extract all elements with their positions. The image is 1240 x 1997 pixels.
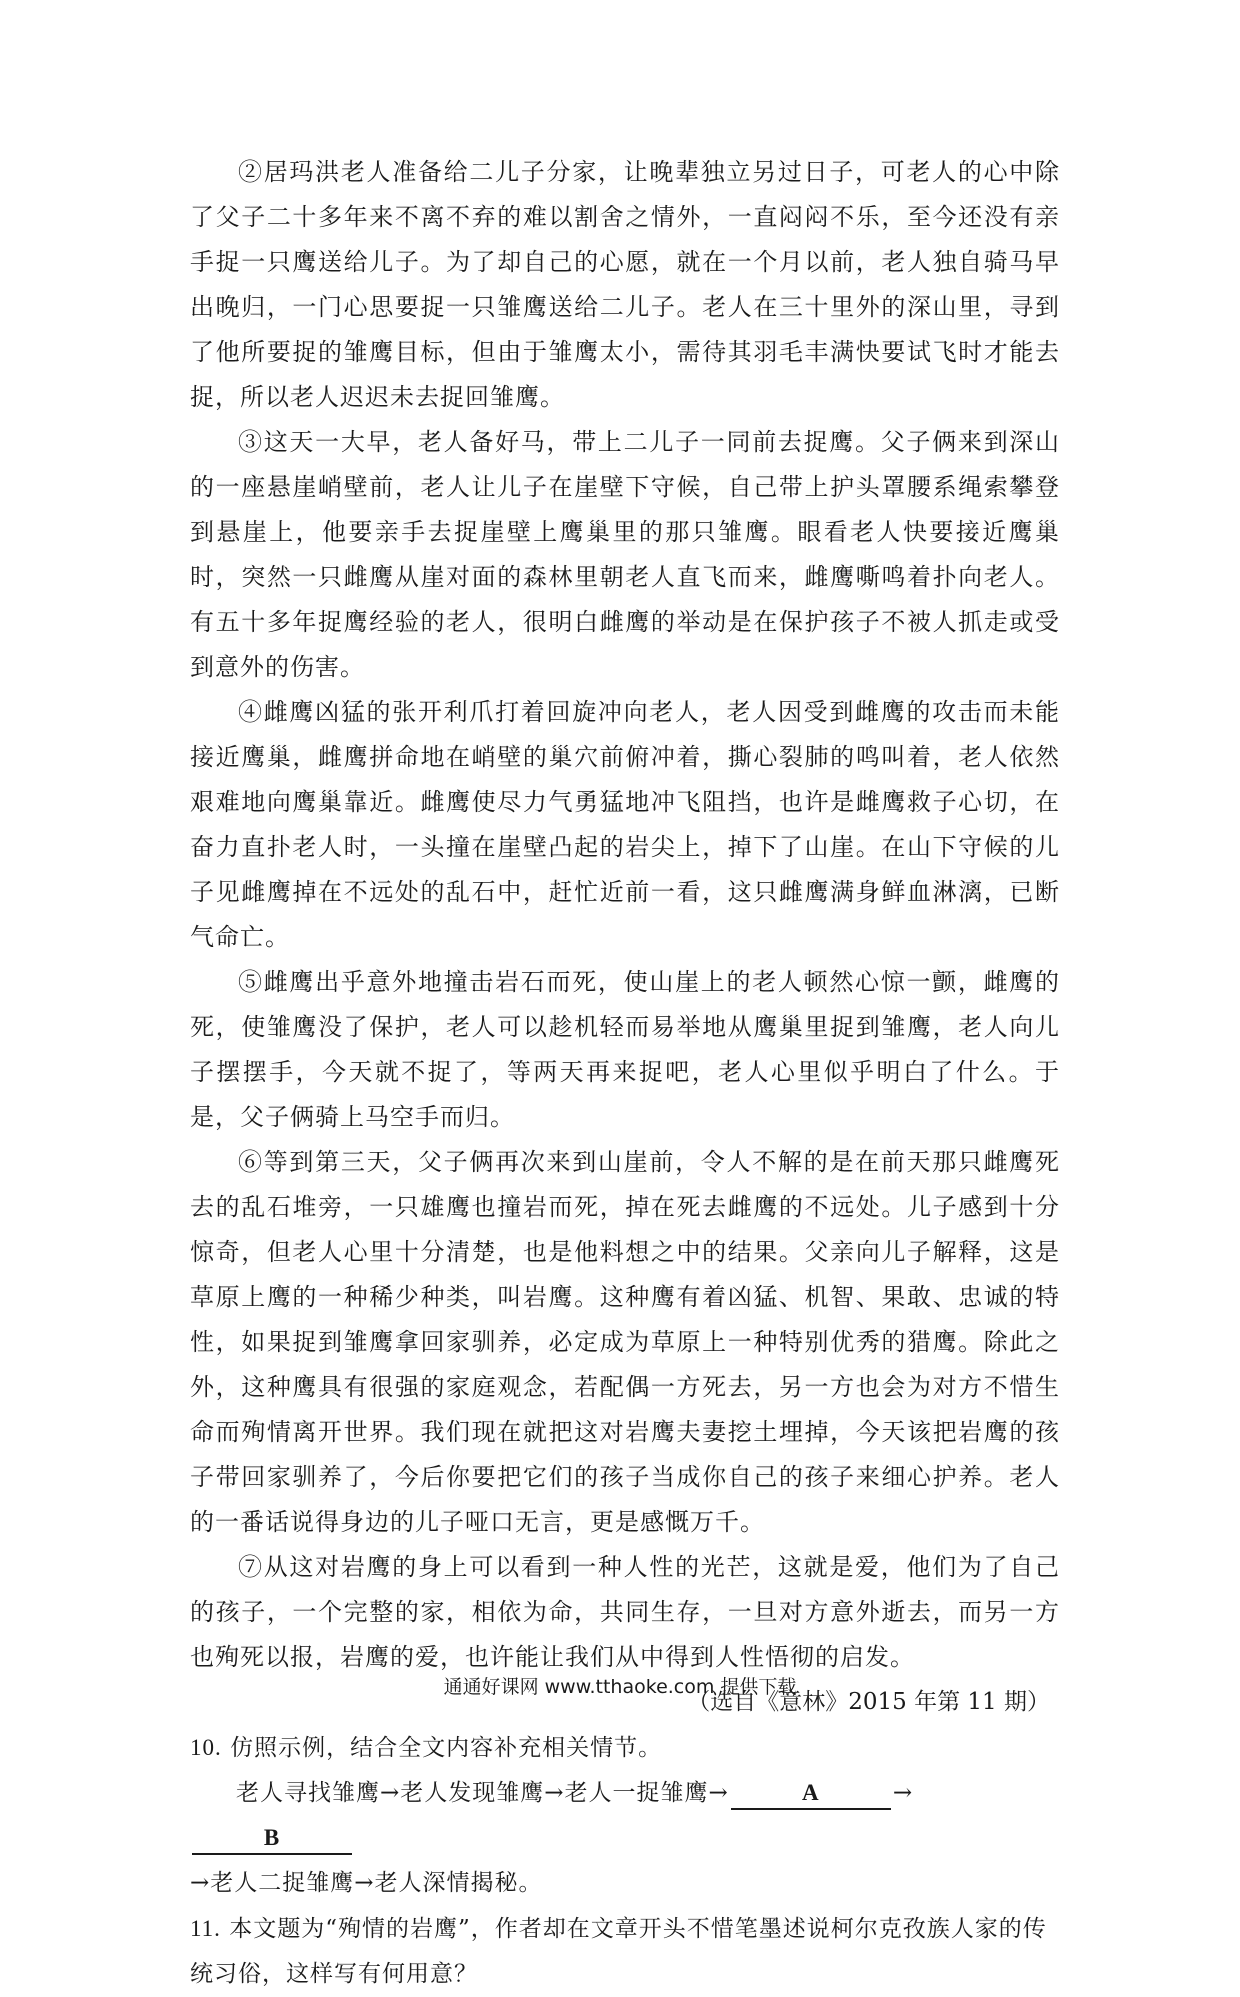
question-10-chain-end: →老人二捉雏鹰→老人深情揭秘。 — [190, 1870, 543, 1896]
paragraph-4: ④雌鹰凶猛的张开利爪打着回旋冲向老人，老人因受到雌鹰的攻击而未能接近鹰巢，雌鹰拼命地在峭壁的巢穴前俯冲着，撕心裂肺的鸣叫着，老人依然艰难地向鹰巢靠近。雌鹰使尽力气勇猛地冲飞阻挡，也许是雌鹰救子心切，在奋力直扑老人时，一头撞在崖壁凸起的岩尖上，掉下了山崖。在山下守候的儿子见雌鹰掉在不远处的乱石中，赶忙近前一看，这只雌鹰满身鲜血淋漓，已断气命亡。 — [190, 698, 1060, 951]
question-10-number: 10. — [190, 1735, 222, 1760]
question-11-text: 本文题为“殉情的岩鹰”，作者却在文章开头不惜笔墨述说柯尔克孜族人家的传统习俗，这样写有何用意？ — [190, 1916, 1047, 1987]
question-10 — [190, 1725, 1060, 1771]
article-source: （选自《意林》2015 年第 11 期） — [687, 1689, 1050, 1715]
chain-arrow: → — [892, 1780, 914, 1806]
paragraph-7: ⑦从这对岩鹰的身上可以看到一种人性的光芒，这就是爱，他们为了自己的孩子，一个完整的家，相依为命，共同生存，一旦对方意外逝去，而另一方也殉死以报，岩鹰的爱，也许能让我们从中得到人性悟彻的启发。 — [190, 1553, 1060, 1671]
question-11-number: 11. — [190, 1916, 221, 1941]
blank-a: A — [731, 1778, 891, 1810]
paragraph-2: ②居玛洪老人准备给二儿子分家，让晚辈独立另过日子，可老人的心中除了父子二十多年来不离不弃的难以割舍之情外，一直闷闷不乐，至今还没有亲手捉一只鹰送给儿子。为了却自己的心愿，就在一个月以前，老人独自骑马早出晚归，一门心思要捉一只雏鹰送给二儿子。老人在三十里外的深山里，寻到了他所要捉的雏鹰目标，但由于雏鹰太小，需待其羽毛丰满快要试飞时才能去捉，所以老人迟迟未去捉回雏鹰。 — [190, 158, 1060, 411]
paragraph-6: ⑥等到第三天，父子俩再次来到山崖前，令人不解的是在前天那只雌鹰死去的乱石堆旁，一只雄鹰也撞岩而死，掉在死去雌鹰的不远处。儿子感到十分惊奇，但老人心里十分清楚，也是他料想之中的结果。父亲向儿子解释，这是草原上鹰的一种稀少种类，叫岩鹰。这种鹰有着凶猛、机智、果敢、忠诚的特性，如果捉到雏鹰拿回家驯养，必定成为草原上一种特别优秀的猎鹰。除此之外，这种鹰具有很强的家庭观念，若配偶一方死去，另一方也会为对方不惜生命而殉情离开世界。我们现在就把这对岩鹰夫妻挖土埋掉，今天该把岩鹰的孩子带回家驯养了，今后你要把它们的孩子当成你自己的孩子来细心护养。老人的一番话说得身边的儿子哑口无言，更是感慨万千。 — [190, 1148, 1060, 1536]
question-11 — [190, 1906, 1060, 1997]
blank-b: B — [192, 1823, 352, 1855]
question-10-chain — [190, 1771, 1060, 1861]
paragraph-3: ③这天一大早，老人备好马，带上二儿子一同前去捉鹰。父子俩来到深山的一座悬崖峭壁前，老人让儿子在崖壁下守候，自己带上护头罩腰系绳索攀登到悬崖上，他要亲手去捉崖壁上鹰巢里的那只雏鹰。眼看老人快要接近鹰巢时，突然一只雌鹰从崖对面的森林里朝老人直飞而来，雌鹰嘶鸣着扑向老人。有五十多年捉鹰经验的老人，很明白雌鹰的举动是在保护孩子不被人抓走或受到意外的伤害。 — [190, 428, 1060, 681]
page-footer: 通通好课网 www.tthaoke.com 提供下载 — [443, 1676, 797, 1698]
paragraph-5: ⑤雌鹰出乎意外地撞击岩石而死，使山崖上的老人顿然心惊一颤，雌鹰的死，使雏鹰没了保护，老人可以趁机轻而易举地从鹰巢里捉到雏鹰，老人向儿子摆摆手，今天就不捉了，等两天再来捉吧，老人心里似乎明白了什么。于是，父子俩骑上马空手而归。 — [190, 968, 1060, 1131]
article-body — [190, 150, 1060, 1997]
question-10-text: 仿照示例，结合全文内容补充相关情节。 — [230, 1735, 663, 1761]
chain-start: 老人寻找雏鹰→老人发现雏鹰→老人一捉雏鹰→ — [236, 1780, 729, 1806]
